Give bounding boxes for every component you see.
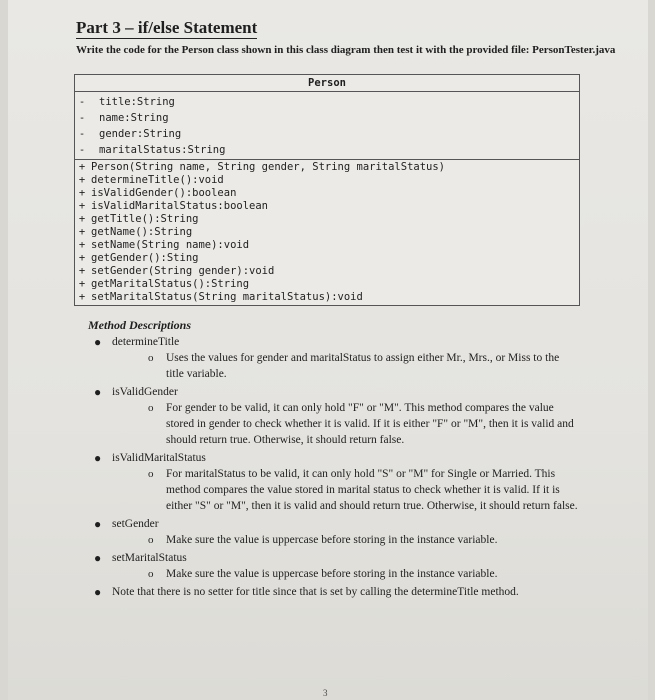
method-signature: setName(String name):void: [91, 239, 250, 251]
uml-method: [75, 291, 579, 304]
method-name: determineTitle: [112, 336, 180, 348]
visibility-marker: +: [78, 174, 86, 186]
uml-attribute: [75, 142, 579, 158]
visibility-marker: +: [78, 200, 86, 212]
bullet-icon: ●: [94, 517, 102, 531]
visibility-marker: +: [78, 239, 86, 251]
method-descriptions-list: [88, 334, 578, 600]
visibility-marker: +: [78, 161, 86, 173]
method-detail: For maritalStatus to be valid, it can only hold "S" or "M" for Single or Married. This method compares the value stored in marital status to check whether it is valid. If it is either "S" or "M", then it is valid and should return true. Otherwise, it should return false.: [166, 468, 578, 512]
bullet-icon: ●: [94, 451, 102, 465]
uml-method: [75, 265, 579, 278]
uml-method: [75, 213, 579, 226]
method-name: isValidMaritalStatus: [112, 452, 206, 464]
document-page: [8, 0, 648, 700]
method-signature: getName():String: [91, 226, 193, 238]
list-item: [88, 584, 578, 600]
list-item: [88, 334, 578, 350]
method-signature: Person(String name, String gender, String maritalStatus): [91, 161, 446, 173]
list-item: [88, 450, 578, 466]
uml-method: [75, 200, 579, 213]
page-title: Part 3 – if/else Statement: [76, 18, 258, 37]
method-signature: getMaritalStatus():String: [91, 278, 250, 290]
uml-attribute: [75, 126, 579, 142]
hollow-bullet-icon: o: [148, 402, 154, 414]
method-signature: setGender(String gender):void: [91, 265, 275, 277]
method-detail: Make sure the value is uppercase before storing in the instance variable.: [166, 568, 498, 580]
method-signature: isValidGender():boolean: [91, 187, 237, 199]
method-name: setGender: [112, 518, 159, 530]
visibility-marker: -: [78, 96, 86, 108]
method-name: isValidGender: [112, 386, 178, 398]
visibility-marker: +: [78, 265, 86, 277]
uml-method: [75, 161, 579, 174]
bullet-icon: ●: [94, 335, 102, 349]
attribute-signature: name:String: [99, 112, 169, 124]
visibility-marker: +: [78, 187, 86, 199]
uml-methods: [75, 160, 579, 305]
method-detail: Uses the values for gender and maritalStatus to assign either Mr., Mrs., or Miss to the title variable.: [166, 352, 560, 380]
list-item: [88, 384, 578, 400]
uml-class-diagram: [74, 74, 580, 306]
hollow-bullet-icon: o: [148, 468, 154, 480]
uml-method: [75, 239, 579, 252]
sub-list-item: [88, 400, 578, 448]
visibility-marker: +: [78, 278, 86, 290]
method-detail: For gender to be valid, it can only hold "F" or "M". This method compares the value stored in gender to check whether it is valid. If it is either "F" or "M", then it is valid and should return true. Otherwise, it should return false.: [166, 402, 574, 446]
method-signature: getGender():Sting: [91, 252, 199, 264]
sub-list-item: [88, 566, 578, 582]
note-text: Note that there is no setter for title since that is set by calling the determineTitle method.: [112, 586, 519, 598]
hollow-bullet-icon: o: [148, 534, 154, 546]
list-item: [88, 516, 578, 532]
method-descriptions-heading: Method Descriptions: [88, 318, 192, 332]
uml-method: [75, 187, 579, 200]
uml-class-name: Person: [75, 75, 579, 92]
uml-method: [75, 252, 579, 265]
method-signature: isValidMaritalStatus:boolean: [91, 200, 269, 212]
uml-method: [75, 226, 579, 239]
attribute-signature: gender:String: [99, 128, 182, 140]
visibility-marker: -: [78, 112, 86, 124]
sub-list-item: [88, 350, 578, 382]
list-item: [88, 550, 578, 566]
uml-attribute: [75, 94, 579, 110]
instructions: Write the code for the Person class shown in this class diagram then test it with the provided file: PersonTester.java: [76, 44, 616, 56]
page-number: 3: [323, 688, 328, 698]
method-signature: setMaritalStatus(String maritalStatus):void: [91, 291, 363, 303]
bullet-icon: ●: [94, 385, 102, 399]
method-signature: getTitle():String: [91, 213, 199, 225]
bullet-icon: ●: [94, 551, 102, 565]
sub-list-item: [88, 532, 578, 548]
uml-method: [75, 278, 579, 291]
sub-list-item: [88, 466, 578, 514]
visibility-marker: +: [78, 252, 86, 264]
visibility-marker: -: [78, 144, 86, 156]
method-name: setMaritalStatus: [112, 552, 187, 564]
uml-method: [75, 174, 579, 187]
visibility-marker: -: [78, 128, 86, 140]
attribute-signature: maritalStatus:String: [99, 144, 226, 156]
bullet-icon: ●: [94, 585, 102, 599]
uml-attributes: [75, 92, 579, 160]
method-signature: determineTitle():void: [91, 174, 224, 186]
hollow-bullet-icon: o: [148, 352, 154, 364]
visibility-marker: +: [78, 213, 86, 225]
attribute-signature: title:String: [99, 96, 175, 108]
visibility-marker: +: [78, 226, 86, 238]
hollow-bullet-icon: o: [148, 568, 154, 580]
method-detail: Make sure the value is uppercase before storing in the instance variable.: [166, 534, 498, 546]
uml-attribute: [75, 110, 579, 126]
visibility-marker: +: [78, 291, 86, 303]
